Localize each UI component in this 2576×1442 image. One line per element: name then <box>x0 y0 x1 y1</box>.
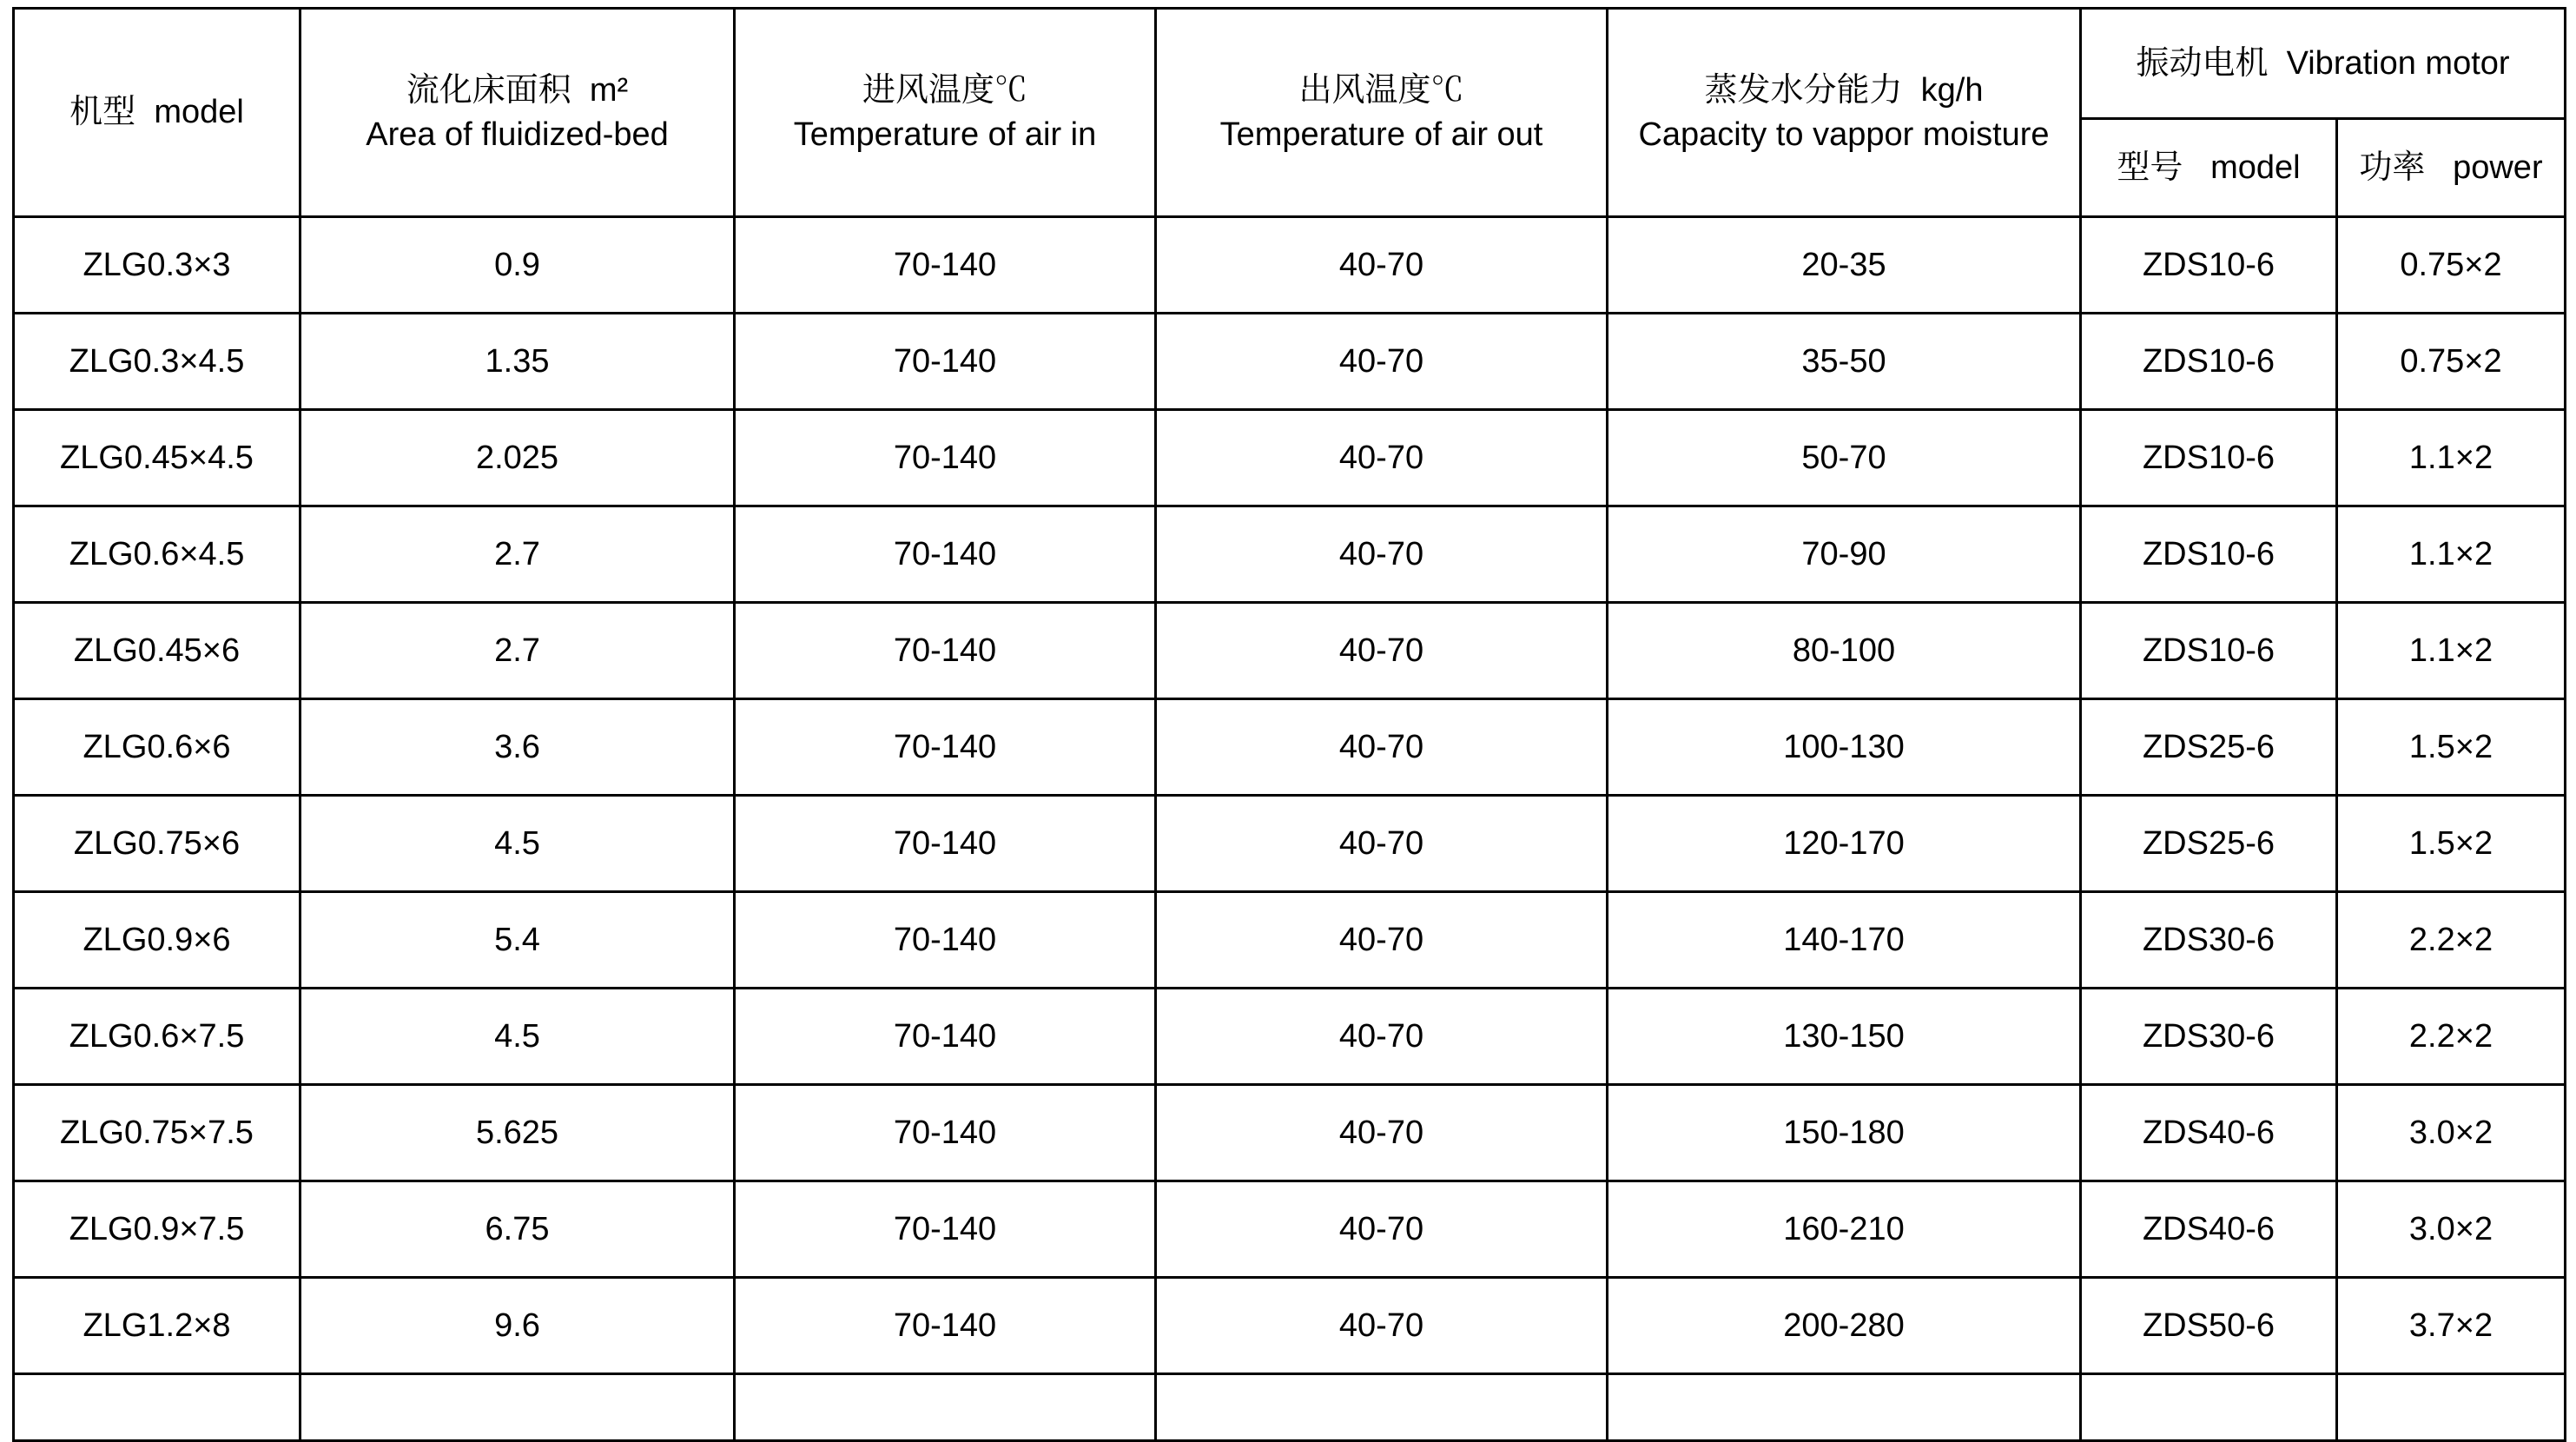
cell-air-in: 70-140 <box>735 314 1156 410</box>
cell-motor-power: 1.5×2 <box>2337 796 2566 892</box>
cell-capacity: 160-210 <box>1608 1181 2081 1278</box>
column-header-air-in-cn: 进风温度℃ <box>862 72 1027 109</box>
table-row <box>14 1181 2566 1278</box>
cell-air-out: 40-70 <box>1156 1278 1608 1374</box>
cell-capacity: 100-130 <box>1608 699 2081 796</box>
cell-motor-power: 0.75×2 <box>2337 217 2566 314</box>
table-row <box>14 410 2566 506</box>
table-row <box>14 892 2566 989</box>
cell-motor-model: ZDS40-6 <box>2081 1085 2337 1181</box>
column-header-capacity-cn: 蒸发水分能力 <box>1704 72 1903 109</box>
column-header-motor-power-cn: 功率 <box>2359 149 2426 186</box>
cell-capacity: 120-170 <box>1608 796 2081 892</box>
cell-motor-power: 3.0×2 <box>2337 1181 2566 1278</box>
cell-area: 2.025 <box>301 410 735 506</box>
cell-air-out: 40-70 <box>1156 1085 1608 1181</box>
table-header <box>14 9 2566 217</box>
cell-motor-power: 1.1×2 <box>2337 410 2566 506</box>
cell-capacity: 70-90 <box>1608 506 2081 603</box>
cell-area: 4.5 <box>301 989 735 1085</box>
table-row <box>14 603 2566 699</box>
cell-motor-model: ZDS10-6 <box>2081 314 2337 410</box>
cell-air-out: 40-70 <box>1156 892 1608 989</box>
cell-air-out: 40-70 <box>1156 699 1608 796</box>
cell-model: ZLG0.75×6 <box>14 796 301 892</box>
cell-model: ZLG0.45×6 <box>14 603 301 699</box>
cell-capacity: 140-170 <box>1608 892 2081 989</box>
cell-area: 4.5 <box>301 796 735 892</box>
cell-air-in: 70-140 <box>735 699 1156 796</box>
column-header-motor-model <box>2081 119 2337 217</box>
cell-motor-model: ZDS10-6 <box>2081 506 2337 603</box>
specification-table <box>12 7 2566 1442</box>
cell-capacity: 50-70 <box>1608 410 2081 506</box>
cell-air-out: 40-70 <box>1156 217 1608 314</box>
table-row <box>14 699 2566 796</box>
column-header-air-out-cn: 出风温度℃ <box>1298 72 1464 109</box>
cell-capacity: 80-100 <box>1608 603 2081 699</box>
cell-air-out: 40-70 <box>1156 989 1608 1085</box>
column-header-model-en: model <box>154 94 244 131</box>
cell-spacer-capacity <box>1608 1374 2081 1441</box>
cell-capacity: 200-280 <box>1608 1278 2081 1374</box>
cell-air-in: 70-140 <box>735 989 1156 1085</box>
column-header-motor-model-cn: 型号 <box>2117 149 2183 186</box>
cell-area: 0.9 <box>301 217 735 314</box>
header-row-main <box>14 9 2566 119</box>
column-header-vibration-motor <box>2081 9 2566 119</box>
column-header-area-unit: m² <box>589 72 629 109</box>
cell-motor-power: 1.5×2 <box>2337 699 2566 796</box>
table-row <box>14 314 2566 410</box>
cell-model: ZLG1.2×8 <box>14 1278 301 1374</box>
table-row-spacer <box>14 1374 2566 1441</box>
column-header-air-in-en: Temperature of air in <box>793 116 1097 153</box>
cell-motor-power: 3.7×2 <box>2337 1278 2566 1374</box>
column-header-capacity-unit: kg/h <box>1920 72 1984 109</box>
cell-area: 3.6 <box>301 699 735 796</box>
cell-motor-model: ZDS30-6 <box>2081 989 2337 1085</box>
cell-air-out: 40-70 <box>1156 603 1608 699</box>
cell-spacer-area <box>301 1374 735 1441</box>
cell-motor-model: ZDS40-6 <box>2081 1181 2337 1278</box>
column-header-capacity-en: Capacity to vappor moisture <box>1638 116 2050 153</box>
column-header-area <box>301 9 735 217</box>
column-header-air-out-en: Temperature of air out <box>1219 116 1543 153</box>
column-header-air-out <box>1156 9 1608 217</box>
cell-air-in: 70-140 <box>735 1085 1156 1181</box>
cell-motor-power: 1.1×2 <box>2337 506 2566 603</box>
cell-model: ZLG0.6×4.5 <box>14 506 301 603</box>
cell-capacity: 150-180 <box>1608 1085 2081 1181</box>
column-header-vibration-motor-en: Vibration motor <box>2286 44 2510 82</box>
column-header-model <box>14 9 301 217</box>
cell-spacer-motor-power <box>2337 1374 2566 1441</box>
cell-air-in: 70-140 <box>735 796 1156 892</box>
cell-motor-power: 0.75×2 <box>2337 314 2566 410</box>
column-header-area-cn: 流化床面积 <box>406 72 571 109</box>
column-header-vibration-motor-cn: 振动电机 <box>2136 44 2269 82</box>
cell-air-in: 70-140 <box>735 892 1156 989</box>
column-header-motor-power-en: power <box>2453 149 2543 186</box>
table-row <box>14 1278 2566 1374</box>
cell-motor-model: ZDS30-6 <box>2081 892 2337 989</box>
cell-motor-model: ZDS25-6 <box>2081 796 2337 892</box>
table-row <box>14 217 2566 314</box>
cell-air-in: 70-140 <box>735 603 1156 699</box>
table-body <box>14 217 2566 1441</box>
cell-motor-model: ZDS10-6 <box>2081 603 2337 699</box>
cell-motor-model: ZDS50-6 <box>2081 1278 2337 1374</box>
table-row <box>14 796 2566 892</box>
table-row <box>14 506 2566 603</box>
cell-model: ZLG0.3×4.5 <box>14 314 301 410</box>
cell-motor-power: 2.2×2 <box>2337 989 2566 1085</box>
cell-motor-model: ZDS25-6 <box>2081 699 2337 796</box>
cell-air-in: 70-140 <box>735 506 1156 603</box>
cell-motor-power: 2.2×2 <box>2337 892 2566 989</box>
cell-area: 2.7 <box>301 603 735 699</box>
column-header-motor-power <box>2337 119 2566 217</box>
cell-spacer-air-in <box>735 1374 1156 1441</box>
cell-model: ZLG0.9×7.5 <box>14 1181 301 1278</box>
cell-model: ZLG0.6×6 <box>14 699 301 796</box>
table-row <box>14 989 2566 1085</box>
cell-capacity: 20-35 <box>1608 217 2081 314</box>
column-header-air-in <box>735 9 1156 217</box>
column-header-capacity <box>1608 9 2081 217</box>
cell-area: 2.7 <box>301 506 735 603</box>
cell-air-in: 70-140 <box>735 1278 1156 1374</box>
cell-model: ZLG0.75×7.5 <box>14 1085 301 1181</box>
column-header-area-en: Area of fluidized-bed <box>366 116 669 153</box>
cell-spacer-air-out <box>1156 1374 1608 1441</box>
cell-model: ZLG0.3×3 <box>14 217 301 314</box>
cell-spacer-model <box>14 1374 301 1441</box>
cell-area: 5.4 <box>301 892 735 989</box>
cell-air-out: 40-70 <box>1156 796 1608 892</box>
cell-motor-power: 1.1×2 <box>2337 603 2566 699</box>
cell-model: ZLG0.9×6 <box>14 892 301 989</box>
cell-model: ZLG0.6×7.5 <box>14 989 301 1085</box>
cell-area: 5.625 <box>301 1085 735 1181</box>
cell-motor-model: ZDS10-6 <box>2081 410 2337 506</box>
column-header-motor-model-en: model <box>2210 149 2301 186</box>
cell-air-in: 70-140 <box>735 1181 1156 1278</box>
cell-spacer-motor-model <box>2081 1374 2337 1441</box>
cell-air-out: 40-70 <box>1156 506 1608 603</box>
cell-motor-model: ZDS10-6 <box>2081 217 2337 314</box>
cell-air-in: 70-140 <box>735 410 1156 506</box>
cell-air-out: 40-70 <box>1156 410 1608 506</box>
cell-capacity: 130-150 <box>1608 989 2081 1085</box>
cell-air-in: 70-140 <box>735 217 1156 314</box>
cell-area: 6.75 <box>301 1181 735 1278</box>
cell-air-out: 40-70 <box>1156 314 1608 410</box>
cell-capacity: 35-50 <box>1608 314 2081 410</box>
column-header-model-cn: 机型 <box>69 94 136 131</box>
cell-motor-power: 3.0×2 <box>2337 1085 2566 1181</box>
cell-area: 1.35 <box>301 314 735 410</box>
cell-model: ZLG0.45×4.5 <box>14 410 301 506</box>
cell-area: 9.6 <box>301 1278 735 1374</box>
cell-air-out: 40-70 <box>1156 1181 1608 1278</box>
table-row <box>14 1085 2566 1181</box>
